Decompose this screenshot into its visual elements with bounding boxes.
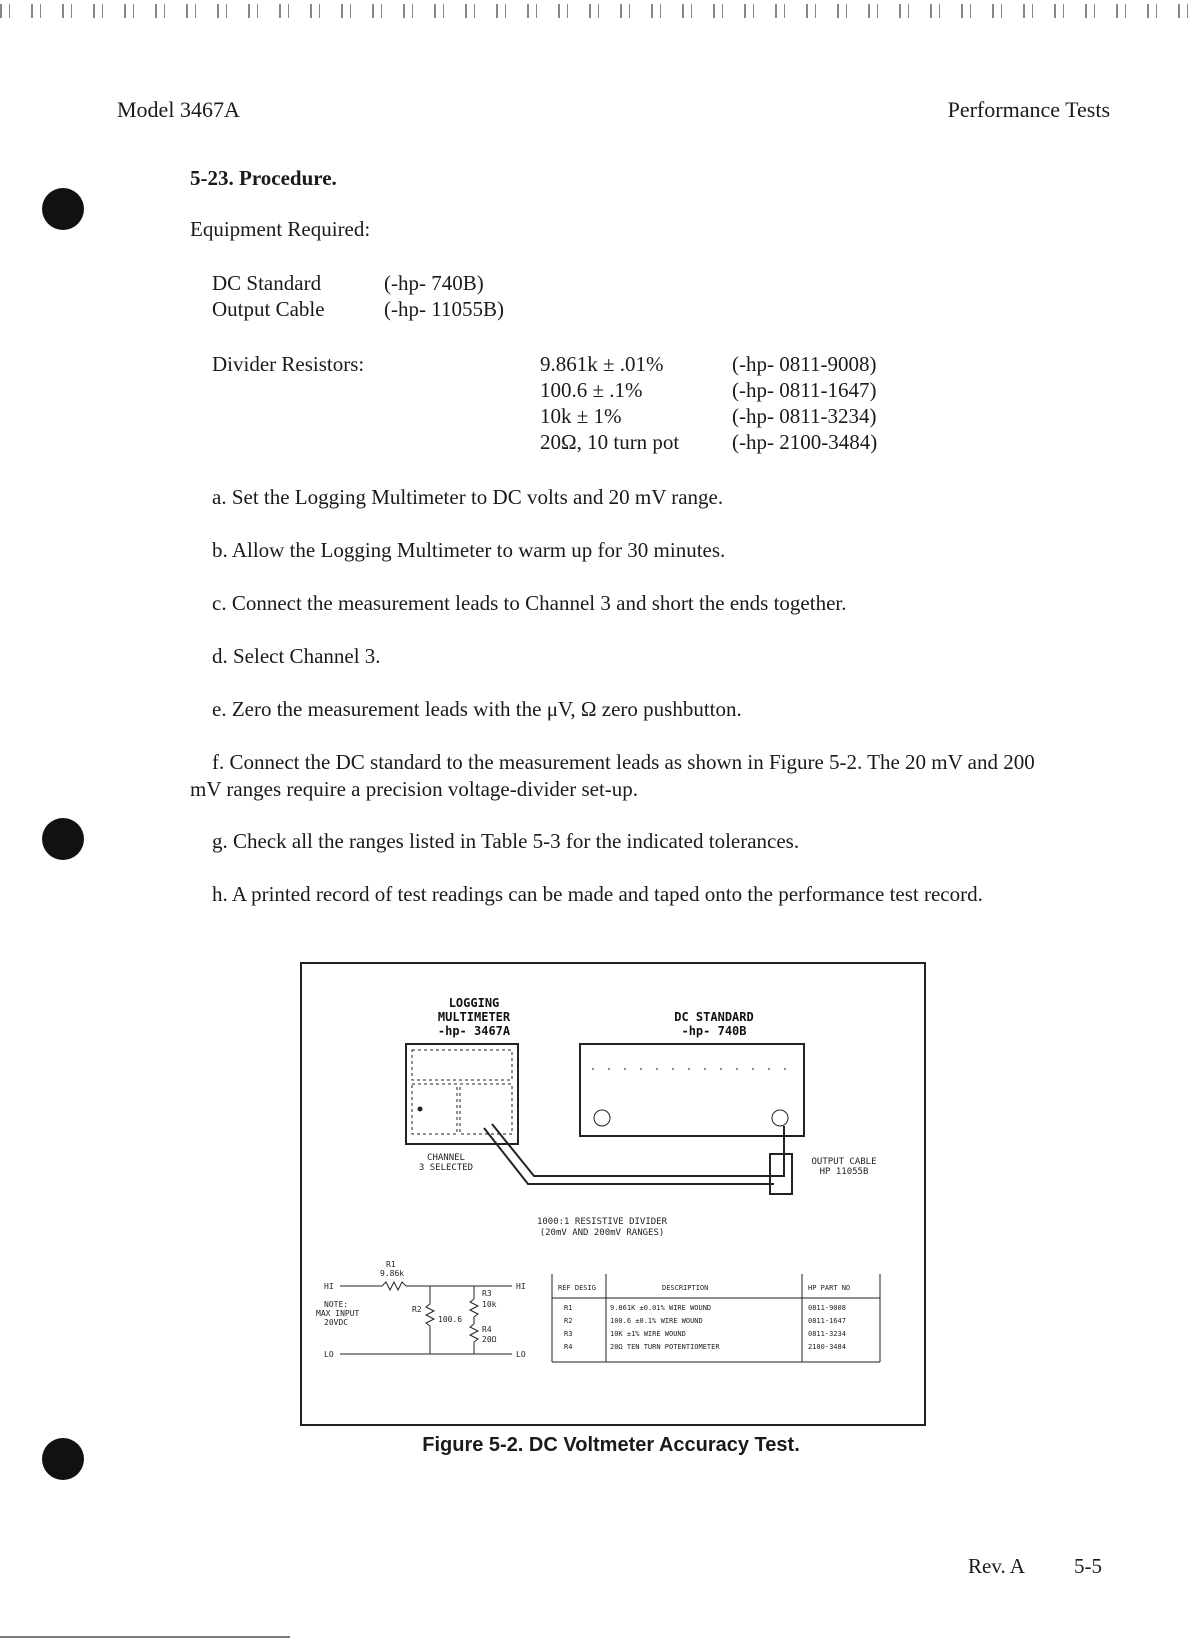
schematic-note-line1: NOTE: (324, 1300, 349, 1309)
output-cable-drawing (484, 1124, 792, 1194)
standard-label-line1: DC STANDARD (674, 1010, 754, 1024)
schematic-r3-ref: R3 (482, 1289, 492, 1298)
scan-artifact-top (0, 4, 1198, 18)
divider-value-3: 10k ± 1% (540, 404, 622, 428)
table-row-2-ref: R2 (564, 1317, 573, 1325)
channel-label-line1: CHANNEL (427, 1153, 465, 1163)
divider-resistors-label: Divider Resistors: (212, 352, 365, 376)
multimeter-drawing (406, 1044, 518, 1144)
figure-diagram (302, 964, 924, 1424)
step-g: g. Check all the ranges listed in Table 5-3 for the indicated tolerances. (212, 829, 800, 853)
schematic-r1-value: 9.86k (380, 1269, 405, 1278)
step-h: h. A printed record of test readings can be made and taped onto the performance test record. (212, 882, 983, 906)
schematic-hi-out: HI (516, 1282, 526, 1291)
table-row-1-ref: R1 (564, 1304, 573, 1312)
table-row-1-desc: 9.861K ±0.01% WIRE WOUND (610, 1304, 712, 1312)
section-title: 5-23. Procedure. (190, 166, 337, 190)
table-row-3-desc: 10K ±1% WIRE WOUND (610, 1330, 686, 1338)
cable-label-line2: HP 11055B (819, 1167, 869, 1177)
equipment-part-dc-standard: (-hp- 740B) (384, 271, 484, 295)
table-header-description: DESCRIPTION (662, 1284, 709, 1292)
schematic-r4-value: 20Ω (482, 1335, 497, 1344)
step-b: b. Allow the Logging Multimeter to warm up for 30 minutes. (212, 538, 726, 562)
schematic-note-line3: 20VDC (324, 1318, 349, 1327)
equipment-name-output-cable: Output Cable (212, 297, 325, 321)
divider-title-line2: (20mV AND 200mV RANGES) (539, 1228, 665, 1238)
figure-5-2 (300, 962, 926, 1426)
equipment-heading: Equipment Required: (190, 217, 371, 241)
multimeter-label-line1: LOGGING (448, 996, 500, 1010)
footer-page-number: 5-5 (1074, 1554, 1102, 1578)
header-section: Performance Tests (947, 97, 1110, 122)
dc-standard-drawing (580, 1044, 804, 1136)
divider-value-2: 100.6 ± .1% (540, 378, 643, 402)
scan-artifact-bottom (0, 1636, 290, 1638)
standard-label-line2: -hp- 740B (681, 1024, 747, 1038)
channel-label-line2: 3 SELECTED (418, 1163, 474, 1173)
table-row-2-desc: 100.6 ±0.1% WIRE WOUND (610, 1317, 703, 1325)
equipment-part-output-cable: (-hp- 11055B) (384, 297, 504, 321)
equipment-name-dc-standard: DC Standard (212, 271, 322, 295)
divider-value-1: 9.861k ± .01% (540, 352, 664, 376)
binder-hole (42, 188, 84, 230)
step-c: c. Connect the measurement leads to Channel 3 and short the ends together. (212, 591, 847, 615)
divider-part-1: (-hp- 0811-9008) (732, 352, 877, 376)
schematic-r4-ref: R4 (482, 1325, 492, 1334)
table-row-3-ref: R3 (564, 1330, 573, 1338)
schematic-hi-in: HI (324, 1282, 334, 1291)
binder-hole (42, 818, 84, 860)
step-f: f. Connect the DC standard to the measurement leads as shown in Figure 5-2. The 20 mV and 200 mV ranges require a precision voltage-divider set-up. (190, 750, 1035, 801)
schematic-r1-ref: R1 (386, 1260, 396, 1269)
table-header-ref: REF DESIG (558, 1284, 596, 1292)
multimeter-label-line2: MULTIMETER (437, 1010, 511, 1024)
binder-hole (42, 1438, 84, 1480)
header-model: Model 3467A (117, 97, 240, 122)
schematic-note-line2: MAX INPUT (316, 1309, 360, 1318)
table-row-4-ref: R4 (564, 1343, 573, 1351)
multimeter-label-line3: -hp- 3467A (437, 1024, 511, 1038)
divider-part-2: (-hp- 0811-1647) (732, 378, 877, 402)
footer-revision: Rev. A (968, 1554, 1025, 1578)
schematic-lo-in: LO (324, 1350, 334, 1359)
table-row-1-part: 0811-9008 (808, 1304, 846, 1312)
divider-part-3: (-hp- 0811-3234) (732, 404, 877, 428)
cable-label-line1: OUTPUT CABLE (811, 1157, 877, 1167)
table-row-3-part: 0811-3234 (808, 1330, 846, 1338)
table-row-4-desc: 20Ω TEN TURN POTENTIOMETER (610, 1343, 720, 1351)
step-e: e. Zero the measurement leads with the μV, Ω zero pushbutton. (212, 697, 742, 721)
schematic-r2-ref: R2 (412, 1305, 422, 1314)
step-d: d. Select Channel 3. (212, 644, 381, 668)
divider-value-4: 20Ω, 10 turn pot (540, 430, 680, 454)
schematic-r3-value: 10k (482, 1300, 497, 1309)
figure-caption: Figure 5-2. DC Voltmeter Accuracy Test. (422, 1434, 800, 1456)
table-row-2-part: 0811-1647 (808, 1317, 846, 1325)
schematic-r2-value: 100.6 (438, 1315, 463, 1324)
step-a: a. Set the Logging Multimeter to DC volts and 20 mV range. (212, 485, 724, 509)
divider-part-4: (-hp- 2100-3484) (732, 430, 878, 454)
schematic-lo-out: LO (516, 1350, 526, 1359)
table-row-4-part: 2100-3484 (808, 1343, 846, 1351)
divider-title-line1: 1000:1 RESISTIVE DIVIDER (536, 1217, 668, 1227)
table-header-part: HP PART NO (808, 1284, 851, 1292)
